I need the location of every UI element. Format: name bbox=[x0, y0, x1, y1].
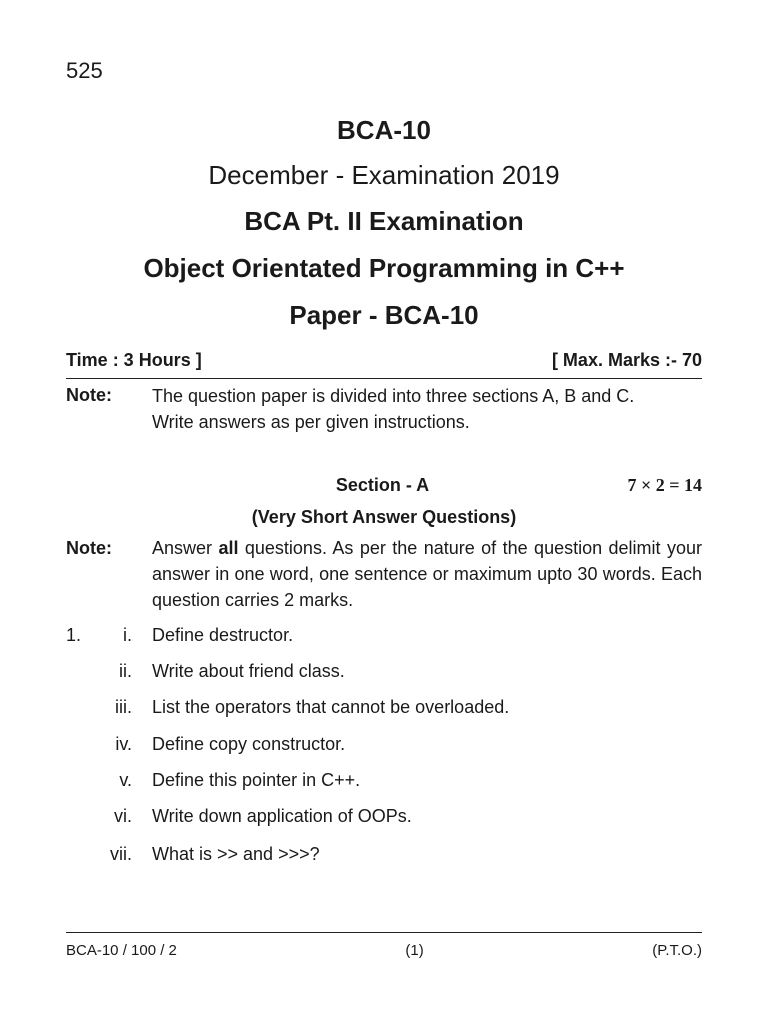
course-title: BCA Pt. II Examination bbox=[244, 206, 524, 236]
note-line: The question paper is divided into three sections A, B and C. bbox=[152, 386, 635, 406]
paper-code-title: BCA-10 bbox=[337, 115, 431, 145]
question-roman: vi. bbox=[114, 806, 132, 826]
question-roman: iv. bbox=[115, 734, 132, 754]
paper-title: Paper - BCA-10 bbox=[289, 300, 479, 330]
question-text: Define this pointer in C++. bbox=[152, 770, 361, 790]
instruction-post: questions. As per the nature of the question delimit your answer in one word, one sentence or maximum upto 30 words. Each question carries 2 marks. bbox=[152, 538, 702, 610]
footer-page: (1) bbox=[405, 942, 424, 959]
question-text: List the operators that cannot be overloaded. bbox=[152, 697, 510, 717]
time-marks-row bbox=[66, 350, 702, 371]
note-label: Note: bbox=[66, 385, 112, 405]
section-title: Section - A bbox=[335, 475, 430, 495]
instruction-bold: all bbox=[218, 538, 239, 558]
question-roman: v. bbox=[119, 770, 132, 790]
question-text: Write about friend class. bbox=[152, 661, 345, 681]
instruction-pre: Answer bbox=[152, 538, 219, 558]
instruction-label: Note: bbox=[66, 538, 112, 558]
question-text: Define copy constructor. bbox=[152, 734, 346, 754]
footer-pto: (P.T.O.) bbox=[652, 942, 702, 959]
footer bbox=[66, 942, 702, 959]
page-number: 525 bbox=[66, 58, 103, 83]
question-text: What is >> and >>>? bbox=[152, 844, 320, 864]
subject-title: Object Orientated Programming in C++ bbox=[143, 253, 625, 283]
exam-title: December - Examination 2019 bbox=[208, 160, 560, 190]
question-roman: ii. bbox=[119, 661, 132, 681]
question-text: Define destructor. bbox=[152, 625, 294, 645]
max-marks-label: [ Max. Marks :- 70 bbox=[551, 350, 702, 370]
question-roman: vii. bbox=[110, 844, 132, 864]
instruction-text bbox=[152, 535, 702, 613]
footer-code: BCA-10 / 100 / 2 bbox=[66, 942, 177, 959]
question-text: Write down application of OOPs. bbox=[152, 806, 412, 826]
note-text bbox=[152, 383, 702, 435]
question-roman: iii. bbox=[115, 697, 132, 717]
section-subtitle: (Very Short Answer Questions) bbox=[251, 507, 517, 527]
header-divider bbox=[66, 378, 702, 379]
section-marks: 7 × 2 = 14 bbox=[627, 475, 702, 495]
time-label: Time : 3 Hours ] bbox=[66, 350, 202, 370]
footer-divider bbox=[66, 932, 702, 933]
question-roman: i. bbox=[123, 625, 132, 645]
question-number: 1. bbox=[66, 625, 82, 645]
note-line: Write answers as per given instructions. bbox=[152, 412, 470, 432]
